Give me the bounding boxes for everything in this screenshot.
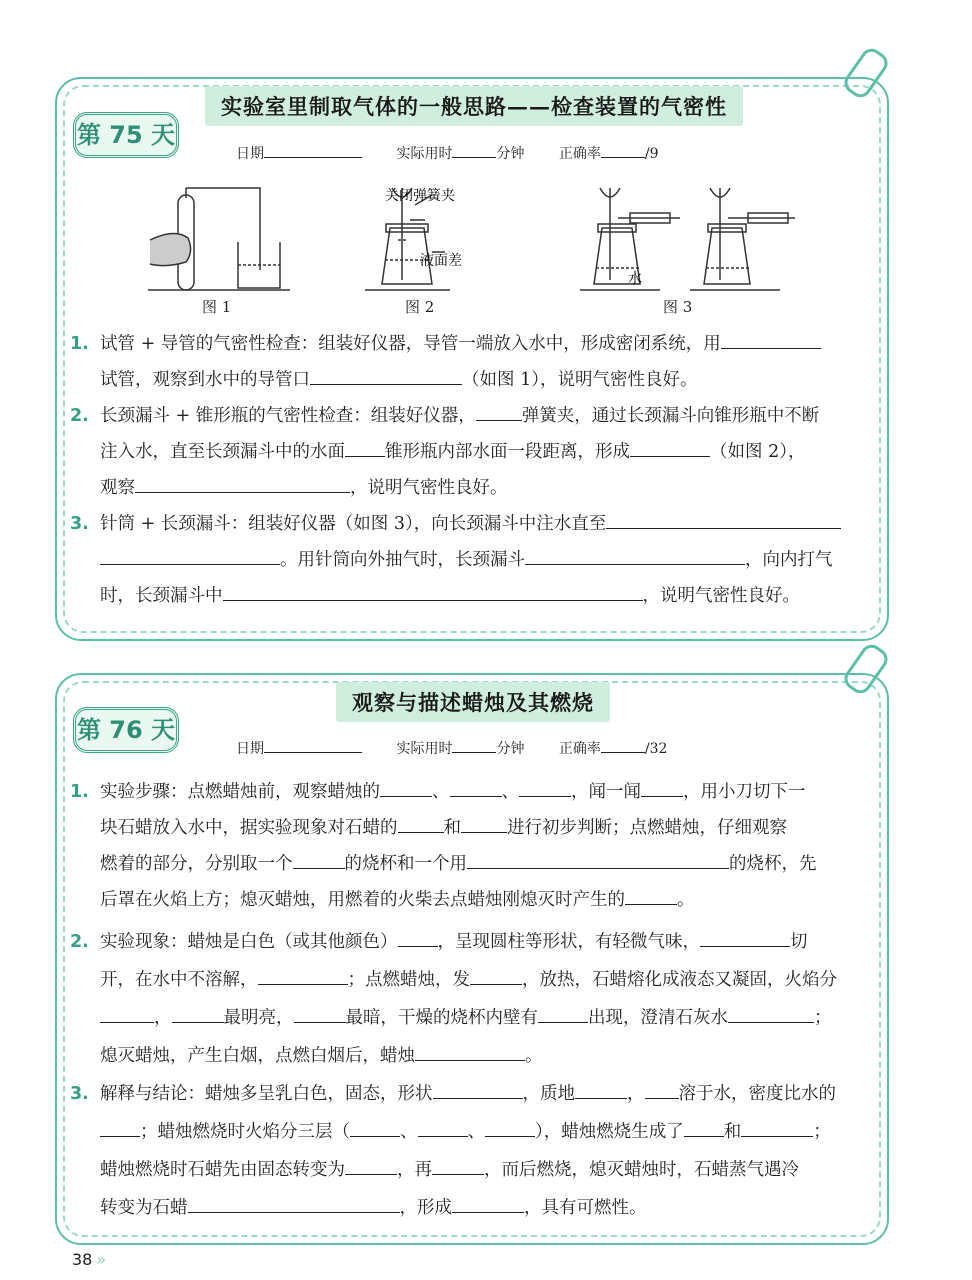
q2-line: 观察 ，说明气密性良好。	[100, 478, 508, 498]
q2-line: 开，在水中不溶解， ；点燃蜡烛，发 ，放热，石蜡熔化成液态又凝固，火焰分	[100, 970, 837, 990]
q2-line: 长颈漏斗 + 锥形瓶的气密性检查：组装好仪器， 弹簧夹，通过长颈漏斗向锥形瓶中不断	[100, 406, 820, 426]
accuracy-total: /9	[644, 146, 659, 162]
fig1-caption: 图 1	[202, 298, 232, 316]
answer-blank[interactable]	[188, 1196, 400, 1213]
answer-blank[interactable]	[345, 1158, 397, 1175]
answer-blank[interactable]	[135, 476, 350, 493]
answer-blank[interactable]	[519, 780, 571, 797]
q3-line: 蜡烛燃烧时石蜡先由固态转变为 ，再 ，而后燃烧，熄灭蜡烛时，石蜡蒸气遇冷	[100, 1160, 799, 1180]
q1-line: 试管，观察到水中的导管口 （如图 1），说明气密性良好。	[100, 370, 698, 390]
fig2-caption: 图 2	[405, 298, 435, 316]
q1-line: 燃着的部分，分别取一个 的烧杯和一个用 的烧杯，先	[100, 854, 817, 874]
answer-blank[interactable]	[293, 852, 345, 869]
q3-line: 时，长颈漏斗中 ，说明气密性良好。	[100, 586, 800, 606]
answer-blank[interactable]	[172, 1006, 224, 1023]
day76-title: 观察与描述蜡烛及其燃烧	[336, 682, 610, 722]
day76-meta	[236, 738, 667, 758]
q3-line: 针筒 + 长颈漏斗：组装好仪器（如图 3），向长颈漏斗中注水直至	[100, 506, 841, 542]
day76-badge: 第 76 天	[73, 707, 179, 753]
q2-line: ， 最明亮， 最暗，干燥的烧杯内壁有 出现，澄清石灰水 ；	[100, 1000, 832, 1036]
question-number: 2.	[70, 932, 89, 952]
answer-blank[interactable]	[470, 968, 522, 985]
page-number	[72, 1250, 106, 1269]
answer-blank[interactable]	[223, 584, 643, 601]
q3-line: 。用针筒向外抽气时，长颈漏斗 ，向内打气	[100, 542, 833, 578]
q1-line: 实验步骤：点燃蜡烛前，观察蜡烛的 、 、 ，闻一闻 ，用小刀切下一	[100, 782, 806, 802]
accuracy-total: /32	[644, 741, 668, 757]
fig3-caption: 图 3	[663, 298, 693, 316]
answer-blank[interactable]	[630, 440, 710, 457]
answer-blank[interactable]	[258, 968, 348, 985]
answer-blank[interactable]	[100, 548, 280, 565]
q1-line: 块石蜡放入水中，据实验现象对石蜡的 和 进行初步判断；点燃蜡烛，仔细观察	[100, 818, 787, 838]
answer-blank[interactable]	[452, 1196, 524, 1213]
answer-blank[interactable]	[433, 1082, 523, 1099]
q1-line: 后罩在火焰上方；熄灭蜡烛，用燃着的火柴去点蜡烛刚熄灭时产生的 。	[100, 890, 695, 910]
next-arrow-icon: »	[96, 1250, 107, 1269]
answer-blank[interactable]	[398, 816, 444, 833]
water-label: 水	[628, 271, 642, 287]
answer-blank[interactable]	[575, 1082, 627, 1099]
answer-blank[interactable]	[525, 548, 745, 565]
level-label: 液面差	[420, 253, 462, 269]
q2-line: 实验现象：蜡烛是白色（或其他颜色） ，呈现圆柱等形状，有轻微气味， 切	[100, 932, 808, 952]
accuracy-blank[interactable]	[601, 738, 645, 753]
time-label: 实际用时	[396, 146, 453, 162]
answer-blank[interactable]	[467, 852, 729, 869]
question-number: 1.	[70, 782, 89, 802]
date-blank[interactable]	[264, 738, 362, 753]
answer-blank[interactable]	[625, 888, 677, 905]
answer-blank[interactable]	[700, 930, 790, 947]
day75-meta	[236, 143, 659, 163]
question-number: 3.	[70, 1084, 89, 1104]
answer-blank[interactable]	[100, 1006, 154, 1023]
clamp-label: 关闭弹簧夹	[385, 188, 455, 204]
answer-blank[interactable]	[398, 930, 438, 947]
day75-title: 实验室里制取气体的一般思路——检查装置的气密性	[205, 86, 743, 126]
accuracy-label: 正确率	[558, 146, 601, 162]
page-number-text: 38	[72, 1250, 93, 1269]
answer-blank[interactable]	[294, 1006, 346, 1023]
answer-blank[interactable]	[415, 1044, 525, 1061]
accuracy-label: 正确率	[558, 741, 601, 757]
q2-line: 熄灭蜡烛，产生白烟，点燃白烟后，蜡烛 。	[100, 1046, 543, 1066]
answer-blank[interactable]	[684, 1120, 724, 1137]
time-blank[interactable]	[452, 738, 496, 753]
answer-blank[interactable]	[538, 1006, 588, 1023]
answer-blank[interactable]	[100, 1120, 140, 1137]
minutes-label: 分钟	[496, 146, 525, 162]
answer-blank[interactable]	[418, 1120, 468, 1137]
date-blank[interactable]	[264, 143, 362, 158]
answer-blank[interactable]	[485, 1120, 535, 1137]
accuracy-blank[interactable]	[601, 143, 645, 158]
answer-blank[interactable]	[432, 1158, 484, 1175]
answer-blank[interactable]	[728, 1006, 814, 1023]
time-blank[interactable]	[452, 143, 496, 158]
question-number: 3.	[70, 514, 89, 534]
answer-blank[interactable]	[380, 780, 432, 797]
answer-blank[interactable]	[310, 368, 462, 385]
q2-line: 注入水，直至长颈漏斗中的水面 锥形瓶内部水面一段距离，形成 （如图 2），	[100, 442, 806, 462]
question-number: 2.	[70, 406, 89, 426]
answer-blank[interactable]	[450, 780, 502, 797]
question-number: 1.	[70, 334, 89, 354]
minutes-label: 分钟	[496, 741, 525, 757]
answer-blank[interactable]	[461, 816, 507, 833]
q1-line: 试管 + 导管的气密性检查：组装好仪器，导管一端放入水中，形成密闭系统，用	[100, 326, 821, 362]
day75-badge: 第 75 天	[73, 112, 179, 158]
answer-blank[interactable]	[721, 332, 821, 349]
time-label: 实际用时	[396, 741, 453, 757]
q3-line: ；蜡烛燃烧时火焰分三层（ 、 、 ），蜡烛燃烧生成了 和 ；	[100, 1114, 831, 1150]
answer-blank[interactable]	[645, 1082, 679, 1099]
date-label: 日期	[236, 741, 264, 757]
answer-blank[interactable]	[606, 512, 841, 529]
q3-line: 转变为石蜡 ，形成 ，具有可燃性。	[100, 1198, 647, 1218]
answer-blank[interactable]	[641, 780, 683, 797]
answer-blank[interactable]	[350, 1120, 400, 1137]
answer-blank[interactable]	[476, 404, 522, 421]
apparatus-figures	[140, 180, 840, 320]
date-label: 日期	[236, 146, 264, 162]
answer-blank[interactable]	[345, 440, 385, 457]
q3-line: 解释与结论：蜡烛多呈乳白色，固态，形状 ，质地 ， 溶于水，密度比水的	[100, 1084, 836, 1104]
answer-blank[interactable]	[741, 1120, 813, 1137]
